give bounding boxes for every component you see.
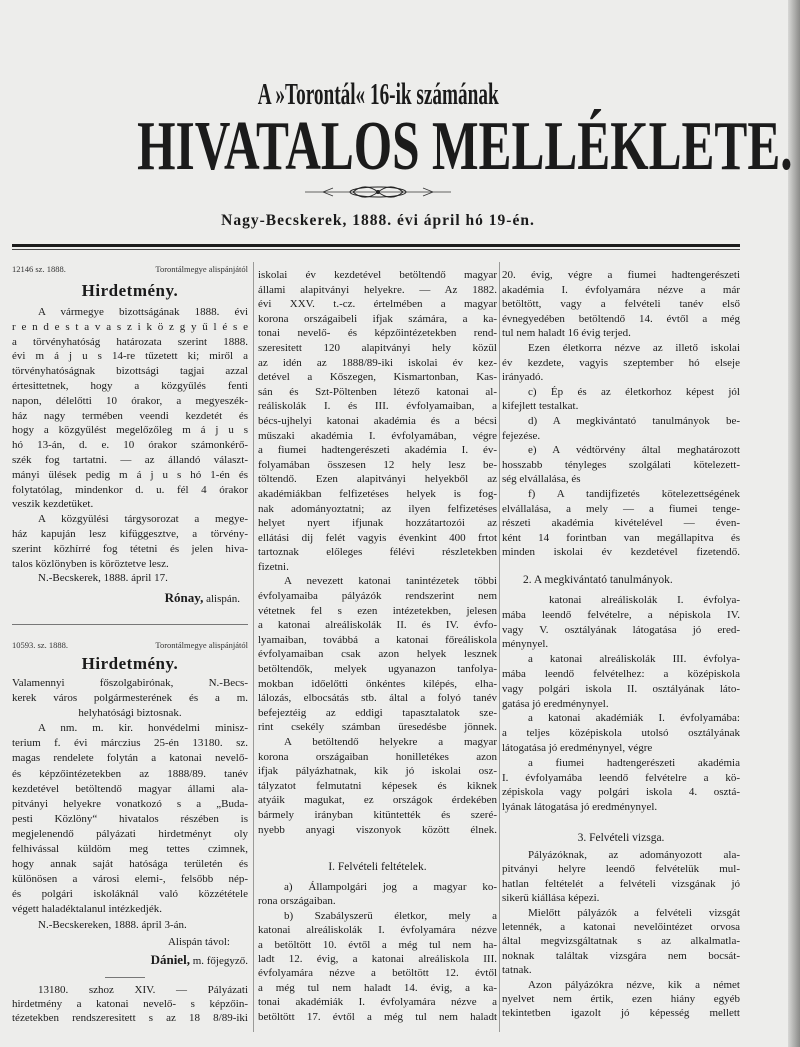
text-line: mokban időelőtti önkéntes kilépés, elha- <box>258 677 497 690</box>
text-line: tonai akadémiák I. évfolyamára nézve a <box>258 996 497 1009</box>
text-line: végett haladéktalanul intézkedjék. <box>12 903 162 916</box>
section-heading <box>258 860 497 874</box>
text-line: mába leendő felvételhez: a középiskola <box>502 667 740 680</box>
text-line: veszik kezdetüket. <box>12 498 94 511</box>
section-heading-text: 2. A megkivántató tanulmányok. <box>523 574 673 586</box>
text-line: Azon pályázókra nézve, kik a német <box>528 978 740 991</box>
text-line: szék fog tartatni. — az állandó választ- <box>12 453 248 466</box>
text-line: hatlan feltételét a felvételi vizsgának jó <box>502 877 740 890</box>
text-line: hó 13-án, d. e. 10 órakor számonkérő- <box>12 439 248 452</box>
text-line: évi XXV. t.-cz. értelmében a magyar <box>258 298 497 311</box>
text-line: betöltendők, melyek ugyanazon tanfolya- <box>258 663 497 676</box>
text-line: év kezdete, vagyis szeptember hó elseje <box>502 356 740 369</box>
notice-body <box>12 676 248 933</box>
text-line: ként 14 forintban van megállapitva és <box>502 531 740 544</box>
notice-body <box>258 880 497 1024</box>
text-line: Mielőtt pályázók a felvételi vizsgát <box>528 906 740 919</box>
text-line: ség elvállalása, és <box>502 473 581 486</box>
text-line: minden iskolai év kezdetével fizetendő. <box>502 546 740 559</box>
masthead-subtitle-wrap <box>0 76 756 112</box>
text-line: betöltött, vagy a felvételi tanév első <box>502 298 740 311</box>
text-line: Valamennyi főszolgabirónak, N.-Becs- <box>12 677 248 689</box>
text-line: és polgári iskoláknál való közzététele <box>12 888 248 901</box>
text-line: megjelenendő pályázati hirdetményt oly <box>12 827 248 840</box>
text-line: a betöltött 10. évtől a még tul nem ha- <box>258 938 497 951</box>
text-line: b) Szabályszerü életkor, mely a <box>284 909 497 922</box>
text-line: magas rendelete folytán a katonai nevelő- <box>12 752 248 765</box>
section-heading-text: 3. Felvételi vizsga. <box>577 832 665 844</box>
text-line: műszaki akadémia I. évfolyamában, végre <box>258 429 497 442</box>
notice-meta <box>12 264 248 274</box>
signature-note: Alispán távol: <box>167 936 230 948</box>
ornament-wrap <box>0 184 756 205</box>
text-line: irányadó. <box>502 371 544 384</box>
text-line: tekintetben igazolt jó képesség mellett <box>502 1007 740 1020</box>
text-line: helyhatósági biztosnak. <box>78 707 182 720</box>
text-line: N.-Becskerek, 1888. ápril 17. <box>38 572 168 585</box>
text-line: kerek város polgármesterének és a m. <box>12 692 248 705</box>
text-line: évfolyamaiba pályázók rendszerint nem <box>258 590 497 603</box>
text-line: a törvényhatóság határozata szerint 1888. <box>12 335 248 348</box>
text-line: tatnak. <box>502 964 532 977</box>
text-line: nyebb anyagi viszonyok között élnek. <box>258 823 497 836</box>
notice-body <box>502 268 740 560</box>
text-line: hogy annak saját hatósága területén és <box>12 858 248 871</box>
text-line: tályzatot felmutatni képesek és kiknek <box>258 779 497 792</box>
text-line: iskolai év kezdetével betöltendő magyar <box>258 269 497 281</box>
text-line: A vármegye bizottságának 1888. évi <box>38 306 248 318</box>
signature <box>12 590 240 606</box>
text-line: N.-Becskereken, 1888. ápril 3-án. <box>38 918 187 931</box>
text-line: hogy a közgyűlést megelőzőleg m á j u s <box>12 424 248 437</box>
masthead-rule <box>12 244 740 247</box>
text-line: d) A megkivántató tanulmányok be- <box>528 414 740 427</box>
text-line: vétetnek fel s ezen intézetekben, jelesen <box>258 604 497 617</box>
notice-issuer: Torontálmegye alispánjától <box>155 640 248 650</box>
text-line: felhivással küldöm meg tettes czimnek, <box>12 843 248 856</box>
text-line: befejeztéig az eddigi tapasztalatok sze- <box>258 706 497 719</box>
text-line: ház kapuján lesz kifüggesztve, a törvény- <box>12 527 248 540</box>
text-line: folyamában összesen 12 hely lesz be- <box>258 458 497 471</box>
text-line: ménynyel. <box>502 638 549 651</box>
text-line: noknak találtak vizsgára nem bocsát- <box>502 949 740 962</box>
text-line: letennék, a katonai nevelőintézet orvosa <box>502 921 740 934</box>
notice-separator <box>12 624 248 625</box>
text-line: pitványi helyekre vonatkozó s a „Buda- <box>12 797 248 810</box>
text-line: fejezése. <box>502 429 541 442</box>
signature-title: alispán. <box>206 593 240 605</box>
text-line: állami alapitványi helyekre. — Az 1882. <box>258 283 497 296</box>
text-line: atyáik magukat, ez országok érdekében <box>258 794 497 807</box>
text-line: korona országaiban honilletékes azon <box>258 750 497 763</box>
masthead-title: HIVATALOS MELLÉKLETE. <box>137 108 793 185</box>
text-line: detével a Kőszegen, Kismartonban, Kas- <box>258 371 497 384</box>
text-line: a katonai alreáliskolák III. évfolya- <box>528 653 740 666</box>
text-line: és képzőintézetekben az 1888/89. tanév <box>12 767 248 780</box>
text-line: r e n d e s t a v a s z i k ö z g y ű l é s e <box>12 320 248 333</box>
text-line: sikerü kiállása képezi. <box>502 892 600 905</box>
text-line: rint csekély számban üresedésbe jönnek. <box>258 721 497 734</box>
text-line: tonai nevelő- és képzőintézetekben rend- <box>258 327 497 340</box>
notice-body <box>258 268 497 837</box>
text-line: ellátási dij felét vagyis évenkint 400 frtot <box>258 531 497 544</box>
text-line: A nm. m. kir. honvédelmi minisz- <box>38 722 248 735</box>
text-line: folytatólag, mindenkor d. u. fél 4 órakor <box>12 483 248 496</box>
text-line: sán és Szt-Pöltenben létező katonai al- <box>258 385 497 398</box>
text-line: akadémiákban felfizetéses helyek is fog- <box>258 487 497 500</box>
short-separator <box>105 977 145 978</box>
notice-meta <box>12 640 248 650</box>
text-line: által megvizsgáltatnak s az alkalmatla- <box>502 935 740 948</box>
dateline: Nagy-Becskerek, 1888. évi ápril hó 19-én. <box>221 212 535 229</box>
text-line: részeti akadémia kivételével — éven- <box>502 517 740 530</box>
text-line: a még tul nem haladt 14. évig, a ka- <box>258 981 497 994</box>
text-line: ifjak pályázhatnak, kik jó iskolai osz- <box>258 765 497 778</box>
text-line: katonai alreáliskolák I. évfolya- <box>549 594 740 606</box>
signature-title: m. főjegyző. <box>192 955 248 967</box>
text-line: f) A tandijfizetés kötelezettségének <box>528 487 740 500</box>
text-line: értesittetnek, hogy a közgyűlés fenti <box>12 379 248 392</box>
text-line: pitványi helyre leendő felvételük mul- <box>502 863 740 876</box>
dateline-wrap <box>0 212 756 230</box>
text-line: Ezen életkorra nézve az illető iskolai <box>528 341 740 354</box>
notice-title: Hirdetmény. <box>81 654 179 673</box>
text-line: rona országaiban. <box>258 895 336 908</box>
text-line: a katonai alreáliskolák II. és IV. évfo- <box>258 619 497 632</box>
masthead-title-wrap <box>0 108 793 185</box>
text-line: gatása jó eredménynyel. <box>502 697 609 710</box>
text-line: e) A védtörvény által meghatározott <box>528 444 740 457</box>
text-line: a) Állampolgári jog a magyar ko- <box>284 881 497 893</box>
text-line: a fiumei hadtengerészeti akadémia I. év- <box>258 444 497 457</box>
text-line: helyet nyert ifjunak hozzátartozói az <box>258 517 497 530</box>
text-line: évi m á j u s 14-re tűzetett ki; miről a <box>12 350 248 363</box>
text-line: a teljes középiskola utolsó osztályának <box>502 727 740 740</box>
text-line: törvényhatóságnak bizottsági tagjai azzal <box>12 365 248 378</box>
notice-number: 12146 sz. 1888. <box>12 264 66 274</box>
text-line: katonai alreáliskolák I. évfolyamára nézve <box>258 924 497 937</box>
text-line: vagy polgári iskola II. osztályának láto- <box>502 682 740 695</box>
text-line: hosszabb tényleges szolgálati kötelezett- <box>502 458 740 471</box>
section-heading <box>502 831 740 845</box>
text-line: 20. évig, végre a fiumei hadtengerészeti <box>502 269 740 281</box>
text-line: tul nem haladt 16 évig terjed. <box>502 327 631 340</box>
text-line: évfolyamaiban csak azon helyek lesznek <box>258 648 497 661</box>
column-divider <box>253 262 254 1032</box>
text-line: nyelvet nem értik, ezen hiány egyéb <box>502 993 740 1006</box>
text-line: nak adományoztatni; az ilyen felfizetéses <box>258 502 497 515</box>
notice-number: 10593. sz. 1888. <box>12 640 68 650</box>
text-line: fizetni. <box>258 560 289 573</box>
text-line: vagy V. osztályának látogatása jó ered- <box>502 623 740 636</box>
column-divider <box>499 262 500 1032</box>
text-line: napon, délelőtti 10 órakor, a megyeszék- <box>12 394 248 407</box>
section-heading <box>523 573 740 587</box>
text-line: betöltött 17. évtől a még tul nem haladt <box>258 1010 497 1023</box>
text-line: mába leendő felvételre, a népiskola IV. <box>502 608 740 621</box>
text-line: lyának látogatása jó eredménynyel. <box>502 801 658 814</box>
text-line: Pályázóknak, az adományozott ala- <box>528 849 740 861</box>
text-line: bármely irányban kitüntették és szeré- <box>258 808 497 821</box>
notice-body <box>12 983 248 1026</box>
text-line: 13180. szhoz XIV. — Pályázati <box>38 984 248 996</box>
text-line: kezdetével betöltendő magyar állami ala- <box>12 782 248 795</box>
text-line: évnegyedében betöltendő 14. évtől a még <box>502 312 740 325</box>
section-heading-text: I. Felvételi feltételek. <box>328 861 427 873</box>
text-line: terium f. évi márczius 25-én 13180. sz. <box>12 737 248 750</box>
text-line: zépiskola vagy polgári iskola 4. osztá- <box>502 786 740 799</box>
text-line: különösen a városi elemi-, felsőbb nép- <box>12 873 248 886</box>
text-line: lyamaiban, továbbá a katonai főreáliskola <box>258 633 497 646</box>
notice-title: Hirdetmény. <box>81 281 179 300</box>
text-line: a katonai akadémiák I. évfolyamába: <box>528 712 740 725</box>
notice-body <box>502 848 740 1021</box>
text-line: c) Ép és az életkorhoz képest jól <box>528 385 740 398</box>
masthead-subtitle: A »Torontál« 16-ik számának <box>257 76 499 111</box>
text-line: tézetekben rendszeresitett s az 18 8/89-iki <box>12 1012 248 1025</box>
notice-body <box>12 305 248 586</box>
text-line: elvállalása, a mely — a fiumei tenge- <box>502 502 740 515</box>
text-line: töltendő. Ezen alapitványi helyekből az <box>258 473 497 486</box>
text-line: talos közlönyben is köröztetve lesz. <box>12 557 169 570</box>
text-line: mányi ülések pedig m á j u s hó 1-én és <box>12 468 248 481</box>
text-line: szeresitett 120 alapitványi hely közül <box>258 341 497 354</box>
text-line: látogatása jó eredménynyel, végre <box>502 741 653 754</box>
decorative-flourish-icon <box>303 184 453 205</box>
text-line: ház nagy termében veendi kezdetét és <box>12 409 248 422</box>
text-line: az idén az 1888/89-iki iskolai év kez- <box>258 356 497 369</box>
text-line: korona országaibeli ifjak számára, a ka- <box>258 312 497 325</box>
text-line: hirdetmény a katonai nevelő- s képzőin- <box>12 998 248 1011</box>
masthead-rule-thin <box>12 249 740 250</box>
notice-issuer: Torontálmegye alispánjától <box>155 264 248 274</box>
text-line: szerint közhírré fog tétetni és jelen hiva- <box>12 542 248 555</box>
text-line: bécs-ujhelyi katonai akadémia és a bécsi <box>258 414 497 427</box>
signature <box>12 952 248 968</box>
text-line: A közgyülési tárgysorozat a megye- <box>38 513 248 526</box>
text-line: A betöltendő helyekre a magyar <box>284 736 497 748</box>
text-line: I. évfolyamába leendő felvételre a kö- <box>502 771 740 784</box>
text-line: A nevezett katonai tanintézetek többi <box>284 575 497 588</box>
notice-body <box>502 593 740 815</box>
text-line: tartoznak előleges félévi részletekben <box>258 546 497 559</box>
signature-name: Dániel, <box>150 952 190 967</box>
text-line: kifejlett testalkat. <box>502 400 579 413</box>
text-line: ladt 12. évig, a katonai alreáliskola III. <box>258 953 497 966</box>
text-line: akadémia I. évfolyamára nézve a már <box>502 283 740 296</box>
text-line: évfolyamára nézve a betöltött 12. évtől <box>258 967 497 980</box>
text-line: lálozás, elbocsátás stb. által a folyó tanév <box>258 692 497 705</box>
text-line: a fiumei hadtengerészeti akadémia <box>528 756 740 769</box>
text-line: pesti Közlöny“ hivatalos részében is <box>12 812 248 825</box>
text-line: reáliskolák I. és III. évfolyamaiban, a <box>258 400 497 413</box>
signature-name: Rónay, <box>164 590 204 605</box>
